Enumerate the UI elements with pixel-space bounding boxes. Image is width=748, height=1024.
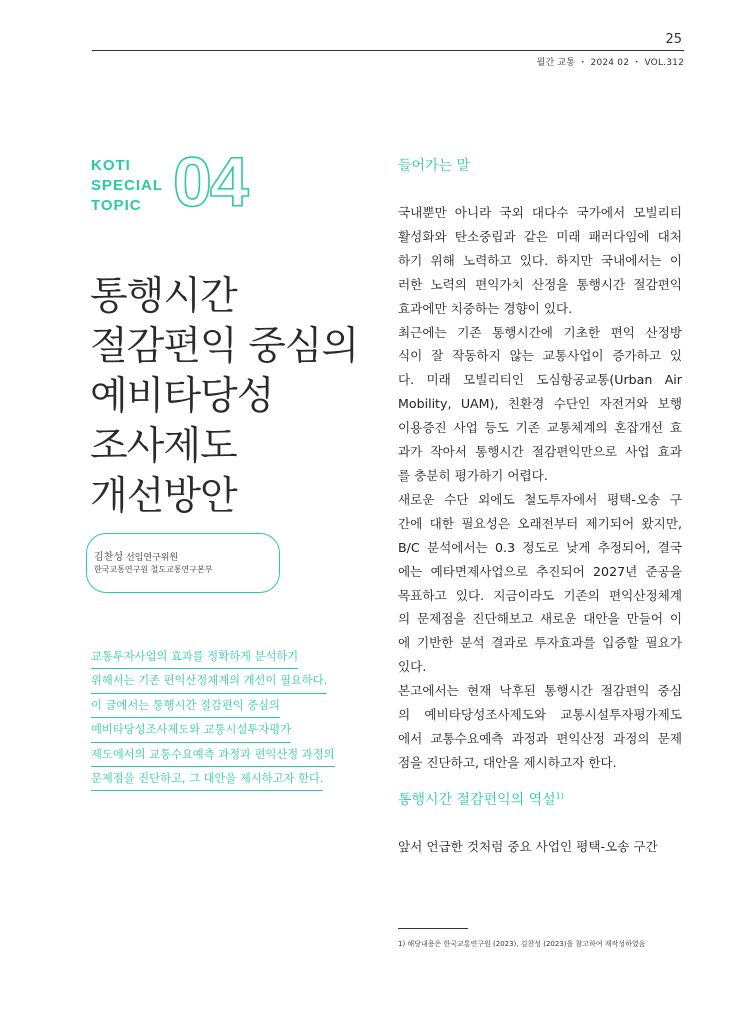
body-column <box>398 155 682 859</box>
body-text-line: 를 충분히 평가하기 어렵다. <box>398 467 548 483</box>
special-topic-badge <box>91 143 247 221</box>
body-text-line: 새로운 수단 외에도 철도투자에서 평택-오송 구 <box>398 491 682 507</box>
title-line: 개선방안 <box>90 474 237 519</box>
body-text-line: 의 예비타당성조사제도와 교통시설투자평가제도 <box>398 707 682 723</box>
section-heading-paradox <box>398 789 682 809</box>
article-title <box>90 272 358 522</box>
title-line: 절감편익 중심의 <box>90 324 359 369</box>
body-text-line: B/C 분석에서는 0.3 정도로 낮게 추정되어, 결국 <box>398 539 682 555</box>
body-text-line: 의 문제점을 진단해보고 새로운 대안을 만들어 이 <box>398 611 682 627</box>
body-text-line: 과가 작아서 통행시간 절감편익만으로 사업 효과 <box>398 444 682 460</box>
summary-line: 문제점을 진단하고, 그 대안을 제시하고자 한다. <box>91 767 323 791</box>
section-heading-intro <box>398 155 682 175</box>
body-text-line: 에 기반한 분석 결과로 투자효과를 입증할 필요가 <box>398 635 682 651</box>
body-text-line: 점을 진단하고, 대안을 제시하고자 한다. <box>398 754 617 770</box>
badge-line-topic: TOPIC <box>91 197 142 214</box>
summary-line: 이 글에서는 통행시간 절감편익 중심의 <box>91 694 280 718</box>
badge-line-koti: KOTI <box>91 157 131 174</box>
section-body-paradox <box>398 835 682 859</box>
body-text-line: 최근에는 기존 통행시간에 기초한 편익 산정방 <box>398 324 682 340</box>
summary-line: 교통투자사업의 효과를 정확하게 분석하기 <box>91 645 298 669</box>
section-heading-text: 통행시간 절감편익의 역설 <box>398 791 556 808</box>
body-text-line: 있다. <box>398 659 427 675</box>
article-summary <box>91 645 371 791</box>
section-body-intro <box>398 201 682 775</box>
body-text-line: 앞서 언급한 것처럼 중요 사업인 평택-오송 구간 <box>398 838 658 854</box>
body-text-line: 이용증진 사업 등도 기존 교통체계의 혼잡개선 효 <box>398 420 682 436</box>
title-line: 조사제도 <box>90 424 237 469</box>
footnote-marker: 1) <box>555 791 564 801</box>
page-number: 25 <box>665 32 682 47</box>
body-text-line: 활성화와 탄소중립과 같은 미래 패러다임에 대처 <box>398 228 682 244</box>
body-text-line: 러한 노력의 편익가치 산정을 통행시간 절감편익 <box>398 276 682 292</box>
body-text-line: 에는 예타면제사업으로 추진되어 2027년 준공을 <box>398 563 682 579</box>
body-text-line: Mobility, UAM), 친환경 수단인 자전거와 보행 <box>398 396 682 412</box>
body-text-line: 본고에서는 현재 낙후된 통행시간 절감편익 중심 <box>398 683 682 699</box>
footnote: 1) 해당내용은 한국교통연구원 (2023), 김찬성 (2023)을 참고하여 재작성하였음 <box>398 940 646 948</box>
topic-number: 04 <box>173 143 247 221</box>
body-text-line: 식이 잘 작동하지 않는 교통사업이 증가하고 있 <box>398 348 682 364</box>
journal-meta: 월간 교통 ・ 2024 02 ・ VOL.312 <box>536 58 684 68</box>
summary-line: 예비타당성조사제도와 교통시설투자평가 <box>91 718 291 742</box>
body-text-line: 다. 미래 모빌리티인 도심항공교통(Urban Air <box>398 372 682 388</box>
body-text-line: 간에 대한 필요성은 오래전부터 제기되어 왔지만, <box>398 515 682 531</box>
author-name: 김찬성 <box>94 552 123 563</box>
title-line: 예비타당성 <box>90 374 274 419</box>
body-text-line: 국내뿐만 아니라 국외 대다수 국가에서 모빌리티 <box>398 205 682 220</box>
author-box <box>86 533 280 593</box>
body-text-line: 목표하고 있다. 지금이라도 기존의 편익산정체계 <box>398 587 682 603</box>
section-heading-text: 들어가는 말 <box>398 158 471 174</box>
body-text-line: 하기 위해 노력하고 있다. 하지만 국내에서는 이 <box>398 252 682 268</box>
body-text-line: 에서 교통수요예측 과정과 편익산정 과정의 문제 <box>398 730 682 746</box>
footnote-rule <box>398 928 468 929</box>
author-affiliation: 한국교통연구원 철도교통연구본부 <box>94 565 213 574</box>
title-line: 통행시간 <box>90 274 237 319</box>
author-role: 선임연구위원 <box>125 553 179 563</box>
author-name-line <box>94 548 178 563</box>
body-text-line: 효과에만 치중하는 경향이 있다. <box>398 300 573 316</box>
header-rule <box>92 50 684 51</box>
summary-line: 제도에서의 교통수요예측 과정과 편익산정 과정의 <box>91 743 335 767</box>
summary-line: 위해서는 기존 편익산정체계의 개선이 필요하다. <box>91 669 327 693</box>
badge-line-special: SPECIAL <box>91 177 164 194</box>
